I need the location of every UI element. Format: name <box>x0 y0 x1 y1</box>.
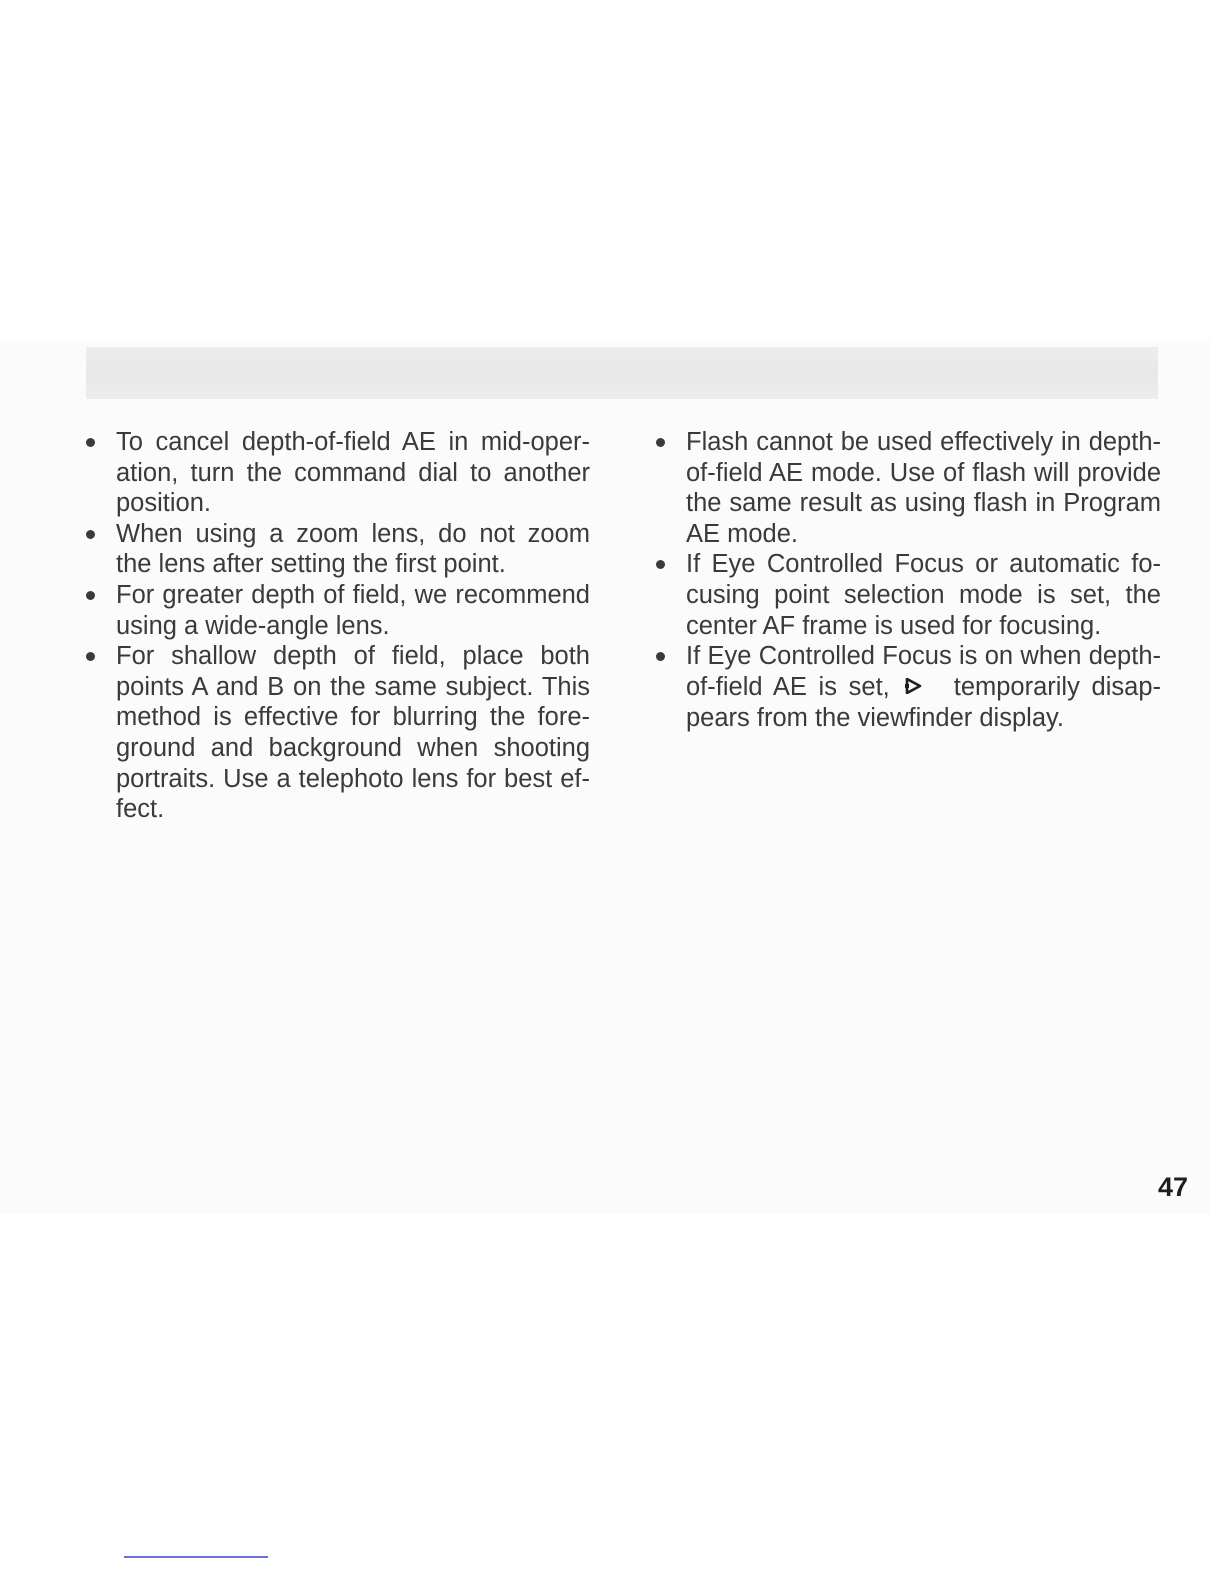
list-item <box>86 580 590 641</box>
left-column <box>86 427 590 825</box>
right-column <box>656 427 1161 734</box>
list-item <box>656 641 1161 734</box>
list-item <box>86 641 590 825</box>
list-item-text: For shallow depth of field, place both points A and B on the same subject. This method is effective for blurring the fore-ground and background when shooting portraits. Use a telephoto lens for best ef-fect. <box>116 642 590 824</box>
list-item <box>656 549 1161 641</box>
bullet-icon <box>656 438 665 447</box>
page-number: 47 <box>1157 1172 1188 1202</box>
eye-focus-indicator-icon <box>904 671 922 702</box>
list-item-text: Flash cannot be used effectively in depth-of-field AE mode. Use of flash will provide the same result as using flash in Program AE mode. <box>686 428 1161 548</box>
list-item-text: If Eye Controlled Focus is on when depth-of-field AE is set, <box>686 642 1161 701</box>
list-item <box>656 427 1161 549</box>
bullet-icon <box>86 530 95 539</box>
bullet-icon <box>86 652 95 661</box>
footer-rule <box>124 1556 268 1558</box>
section-header-band <box>86 347 1158 399</box>
list-item <box>86 427 590 519</box>
bullet-icon <box>656 652 665 661</box>
bullet-icon <box>656 560 665 569</box>
list-item-text-continued: temporarily disap-pears from the viewfinder display. <box>686 672 1161 733</box>
list-item-text: If Eye Controlled Focus or automatic fo-cusing point selection mode is set, the center AF frame is used for focusing. <box>686 550 1161 640</box>
list-item-text: When using a zoom lens, do not zoom the lens after setting the first point. <box>116 519 590 579</box>
list-item-text: To cancel depth-of-field AE in mid-oper-ation, turn the command dial to another position. <box>116 428 590 518</box>
list-item-text: For greater depth of field, we recommend using a wide-angle lens. <box>116 580 590 640</box>
list-item <box>86 519 590 580</box>
bullet-icon <box>86 438 95 447</box>
bullet-icon <box>86 591 95 600</box>
